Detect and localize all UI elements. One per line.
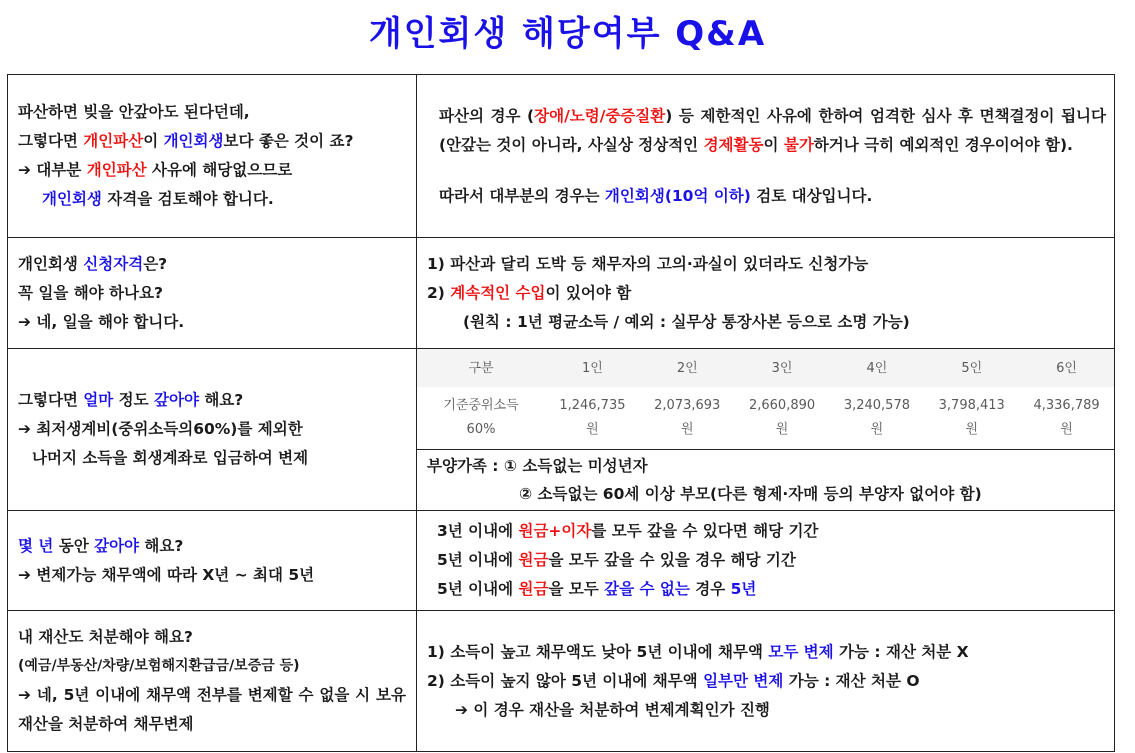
income-row-label xyxy=(417,394,545,442)
qa-row-amount xyxy=(8,349,1115,511)
question-cell xyxy=(8,349,417,511)
text: 2,073,693 xyxy=(654,398,721,413)
keyword-bankruptcy: 개인파산 xyxy=(83,132,144,150)
text: 1) 소득이 높고 채무액도 낮아 5년 이내에 채무액 xyxy=(427,642,769,661)
text: 5년 이내에 xyxy=(437,551,519,569)
answer-cell xyxy=(417,511,1115,611)
text: 을 모두 xyxy=(548,580,605,598)
income-header-cell: 2인 xyxy=(676,360,698,376)
text: 은? xyxy=(143,254,168,273)
answer-cell xyxy=(417,238,1115,349)
text: 변제가능 채무액에 따라 X년 ~ 최대 5년 xyxy=(31,565,315,584)
text: 네, 일을 해야 합니다. xyxy=(31,312,185,331)
text: 을 모두 갚을 수 있을 경우 해당 기간 xyxy=(548,551,796,569)
keyword-repay: 갚아야 xyxy=(94,536,140,555)
text: 원 xyxy=(870,422,884,437)
keyword-principal: 원금 xyxy=(518,551,549,569)
income-header-cell: 3인 xyxy=(771,360,793,376)
text: 이 xyxy=(143,132,164,150)
text: 동안 xyxy=(53,536,95,555)
text: 가능 : 재산 처분 X xyxy=(833,642,969,661)
arrow-icon: ➔ xyxy=(18,161,31,179)
text: ) 등 제한적인 사유에 한하여 엄격한 심사 후 면책결정이 됩니다(안갚는 것이 아니라, 사실상 정상적인 xyxy=(439,106,1106,154)
text: 4,336,789 xyxy=(1033,398,1100,413)
median-income-table xyxy=(417,349,1114,449)
text: 대부분 xyxy=(31,161,87,179)
text: 원 xyxy=(775,422,789,437)
keyword-full-repayment: 모두 변제 xyxy=(768,642,834,661)
keyword-eligibility: 신청자격 xyxy=(83,254,144,273)
page-title: 개인회생 해당여부 Q&A xyxy=(368,14,767,54)
answer-summary xyxy=(18,156,406,185)
answer-line xyxy=(427,279,1106,308)
text: 그렇다면 xyxy=(18,132,84,150)
keyword-how-much: 얼마 xyxy=(83,391,114,409)
text: 기준중위소득 xyxy=(443,398,519,413)
answer-paragraph xyxy=(439,102,1106,160)
question-line: 파산하면 빚을 안갚아도 된다던데, xyxy=(18,103,250,121)
text: 2) xyxy=(427,283,451,302)
text: 해요? xyxy=(139,536,184,555)
qa-row-assets xyxy=(8,611,1115,752)
keyword-rehabilitation: 개인회생 xyxy=(42,190,102,208)
answer-cell xyxy=(417,75,1115,238)
answer-summary xyxy=(18,681,406,739)
text: 원 xyxy=(965,422,979,437)
text: 자격을 검토해야 합니다. xyxy=(101,190,274,208)
text: 이 xyxy=(763,135,784,154)
keyword-principal-interest: 원금+이자 xyxy=(518,522,592,540)
answer-line: (원칙 : 1년 평균소득 / 예외 : 실무상 통장사본 등으로 소명 가능) xyxy=(463,312,910,331)
arrow-icon: ➔ xyxy=(18,565,31,584)
keyword-rehabilitation-limit: 개인회생(10억 이하) xyxy=(604,186,751,205)
text: 개인회생 xyxy=(18,254,84,273)
keyword-rehabilitation: 개인회생 xyxy=(163,132,224,150)
question-line xyxy=(18,386,406,415)
question-line: 꼭 일을 해야 하나요? xyxy=(18,283,163,302)
qa-row-eligibility xyxy=(8,238,1115,349)
dependents-line: 부양가족 : ① 소득없는 미성년자 xyxy=(427,457,648,475)
text: 그렇다면 xyxy=(18,391,84,409)
keyword-years: 몇 년 xyxy=(18,536,54,555)
text: 보다 좋은 것이 죠? xyxy=(223,132,354,150)
text: 이 있어야 함 xyxy=(545,283,632,302)
text: 3,240,578 xyxy=(843,398,910,413)
keyword-bankruptcy: 개인파산 xyxy=(86,161,147,179)
answer-cell xyxy=(417,611,1115,752)
text: 3,798,413 xyxy=(938,398,1005,413)
keyword-cannot-repay: 갚을 수 없는 xyxy=(604,580,690,598)
keyword-continuous-income: 계속적인 수입 xyxy=(450,283,546,302)
answer-summary xyxy=(18,561,406,590)
question-cell xyxy=(8,511,417,611)
income-value-cell xyxy=(830,394,925,442)
answer-summary: 나머지 소득을 회생계좌로 입금하여 변제 xyxy=(32,449,309,467)
text: 하거나 극히 예외적인 경우이어야 함). xyxy=(813,135,1073,154)
arrow-icon: ➔ xyxy=(18,420,31,438)
question-cell xyxy=(8,611,417,752)
answer-line xyxy=(437,546,1106,575)
text: 정도 xyxy=(113,391,154,409)
question-line: 내 재산도 처분해야 해요? xyxy=(18,628,193,646)
text: 검토 대상입니다. xyxy=(750,186,873,205)
answer-cell xyxy=(417,349,1115,511)
arrow-icon: ➔ xyxy=(18,312,31,331)
income-value-cell xyxy=(640,394,735,442)
keyword-repay: 갚아야 xyxy=(154,391,199,409)
answer-paragraph xyxy=(439,182,1106,211)
qa-row-period xyxy=(8,511,1115,611)
answer-line xyxy=(437,517,1106,546)
answer-line xyxy=(427,696,1106,725)
keyword-partial-repayment: 일부만 변제 xyxy=(703,671,784,690)
keyword-five-years: 5년 xyxy=(730,580,757,598)
text: 원 xyxy=(680,422,694,437)
answer-summary xyxy=(18,185,406,214)
income-header-cell: 구분 xyxy=(468,360,494,376)
text: 파산의 경우 ( xyxy=(439,106,535,125)
income-value-cell xyxy=(924,394,1019,442)
text: 5년 이내에 xyxy=(437,580,519,598)
income-header-cell: 4인 xyxy=(866,360,888,376)
spacer xyxy=(439,160,1106,182)
text: 사유에 해당없으므로 xyxy=(146,161,293,179)
income-table-row xyxy=(417,387,1114,449)
keyword-principal: 원금 xyxy=(518,580,549,598)
income-value-cell xyxy=(735,394,830,442)
answer-line xyxy=(427,667,1106,696)
dependents-line: ② 소득없는 60세 이상 부모(다른 형제·자매 등의 부양자 없어야 함) xyxy=(519,485,982,503)
income-value-cell xyxy=(1019,394,1114,442)
question-line: (예금/부동산/차량/보험해지환급금/보증금 등) xyxy=(18,658,300,674)
income-header-cell: 5인 xyxy=(961,360,983,376)
text: 2) 소득이 높지 않아 5년 이내에 채무액 xyxy=(427,671,704,690)
answer-summary xyxy=(18,308,406,337)
income-table-header xyxy=(417,349,1114,387)
question-line xyxy=(18,532,406,561)
text: 원 xyxy=(1060,422,1073,437)
arrow-icon: ➔ xyxy=(18,686,31,704)
qa-table xyxy=(7,74,1115,752)
question-line xyxy=(18,127,406,156)
text: 가능 : 재산 처분 O xyxy=(783,671,920,690)
text: 이 경우 재산을 처분하여 변제계획인가 진행 xyxy=(468,700,770,719)
question-cell xyxy=(8,238,417,349)
keyword-economic-activity: 경제활동 xyxy=(703,135,764,154)
text: 3년 이내에 xyxy=(437,522,519,540)
text: 60% xyxy=(466,422,496,437)
dependents-note xyxy=(417,449,1114,510)
answer-summary xyxy=(18,415,406,444)
keyword-conditions: 장애/노령/중증질환 xyxy=(534,106,666,125)
text: 2,660,890 xyxy=(748,398,816,413)
keyword-impossible: 불가 xyxy=(783,135,814,154)
question-line xyxy=(18,250,406,279)
answer-line xyxy=(437,575,1106,604)
answer-line xyxy=(427,638,1106,667)
question-cell xyxy=(8,75,417,238)
income-value-cell xyxy=(545,394,640,442)
text: 원 xyxy=(586,422,599,437)
income-header-cell: 1인 xyxy=(581,360,603,376)
text: 경우 xyxy=(689,580,731,598)
text: 를 모두 갚을 수 있다면 해당 기간 xyxy=(591,522,819,540)
text: 네, 5년 이내에 채무액 전부를 변제할 수 없을 시 보유재산을 처분하여 채무변제 xyxy=(18,686,406,733)
text: 최저생계비(중위소득의60%)를 제외한 xyxy=(31,420,303,438)
text: 1,246,735 xyxy=(559,398,626,413)
arrow-icon: ➔ xyxy=(455,700,468,719)
answer-line: 1) 파산과 달리 도박 등 채무자의 고의·과실이 있더라도 신청가능 xyxy=(427,254,869,273)
text: 따라서 대부분의 경우는 xyxy=(439,186,605,205)
qa-row-bankruptcy xyxy=(8,75,1115,238)
income-header-cell: 6인 xyxy=(1056,360,1077,376)
text: 해요? xyxy=(198,391,244,409)
